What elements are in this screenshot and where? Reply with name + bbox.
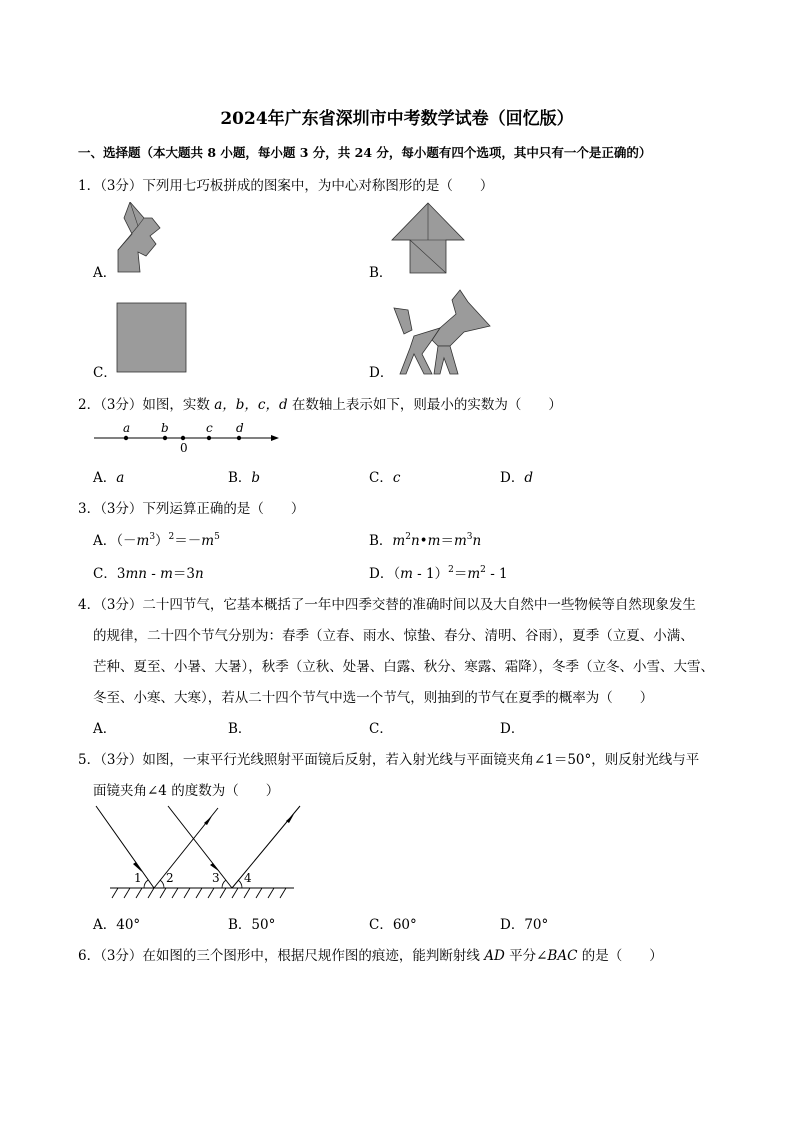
q2-option-d: D．d xyxy=(500,470,533,486)
q2-number-line xyxy=(93,418,283,458)
q1-option-d: D． xyxy=(369,365,394,381)
q3-option-c: C．3mn - m＝3n xyxy=(93,566,204,582)
q4-option-a: A． xyxy=(93,721,117,737)
q1-option-a: A． xyxy=(93,265,117,281)
question-4-line-4: 冬至、小寒、大寒），若从二十四个节气中选一个节气，则抽到的节气在夏季的概率为（ ） xyxy=(93,690,654,706)
q1-option-c: C． xyxy=(93,365,117,381)
question-4-line-2: 的规律，二十四个节气分别为：春季（立春、雨水、惊蛰、春分、清明、谷雨），夏季（立夏、小满、 xyxy=(93,628,694,644)
axis-label-c: c xyxy=(206,421,213,435)
angle-label-1: 1 xyxy=(134,871,142,885)
q2-option-c: C．c xyxy=(369,470,401,486)
axis-label-d: d xyxy=(236,421,244,435)
q1-option-b: B． xyxy=(369,265,393,281)
question-6-stem: 6．（3分）在如图的三个图形中，根据尺规作图的痕迹，能判断射线 AD 平分∠BAC 的是（ ） xyxy=(78,948,663,964)
q5-mirror-diagram xyxy=(92,802,302,902)
q5-option-b: B．50° xyxy=(228,917,276,933)
q2-option-a: A．a xyxy=(93,470,125,486)
page-title: 2024年广东省深圳市中考数学试卷（回忆版） xyxy=(220,109,574,129)
angle-label-3: 3 xyxy=(212,871,220,885)
q5-option-d: D．70° xyxy=(500,917,549,933)
q1-figure-d xyxy=(392,288,492,376)
axis-label-a: a xyxy=(123,421,131,435)
q4-option-c: C． xyxy=(369,721,393,737)
q1-figure-c xyxy=(116,302,188,374)
section-heading: 一、选择题（本大题共 8 小题，每小题 3 分，共 24 分，每小题有四个选项，其中只有一个是正确的） xyxy=(78,145,652,160)
question-4-line-1: 4．（3分）二十四节气，它基本概括了一年中四季交替的准确时间以及大自然中一些物候等自然现象发生 xyxy=(78,597,696,613)
angle-label-4: 4 xyxy=(244,871,252,885)
q1-figure-b xyxy=(390,202,466,274)
question-2-stem: 2．（3分）如图，实数 a，b，c，d 在数轴上表示如下，则最小的实数为（ ） xyxy=(78,397,562,413)
q2-option-b: B．b xyxy=(228,470,261,486)
q3-option-b: B．$m^2n•m=m^3n$ xyxy=(369,532,482,549)
q3-option-a: A．$(-m^3)^2=-m^5$ xyxy=(93,532,220,549)
q5-option-a: A．40° xyxy=(93,917,141,933)
q5-option-c: C．60° xyxy=(369,917,417,933)
question-4-line-3: 芒种、夏至、小暑、大暑），秋季（立秋、处暑、白露、秋分、寒露、霜降），冬季（立冬、小雪、大雪、 xyxy=(93,659,714,675)
q1-figure-a xyxy=(116,202,166,274)
q4-option-d: D． xyxy=(500,721,525,737)
number-line-axis xyxy=(93,418,283,458)
axis-label-zero: 0 xyxy=(180,441,188,455)
question-5-line-1: 5．（3分）如图，一束平行光线照射平面镜后反射，若入射光线与平面镜夹角∠1＝50°，则反射光线与平 xyxy=(78,752,700,768)
q3-option-d: D．$(m - 1)^2=m^2 - 1$ xyxy=(369,565,508,582)
mirror-rays xyxy=(92,802,302,902)
question-1-stem: 1．（3分）下列用七巧板拼成的图案中，为中心对称图形的是（ ） xyxy=(78,178,494,194)
question-3-stem: 3．（3分）下列运算正确的是（ ） xyxy=(78,501,305,517)
angle-label-2: 2 xyxy=(166,871,174,885)
axis-label-b: b xyxy=(161,421,169,435)
q4-option-b: B． xyxy=(228,721,252,737)
question-5-line-2: 面镜夹角∠4 的度数为（ ） xyxy=(93,783,280,799)
